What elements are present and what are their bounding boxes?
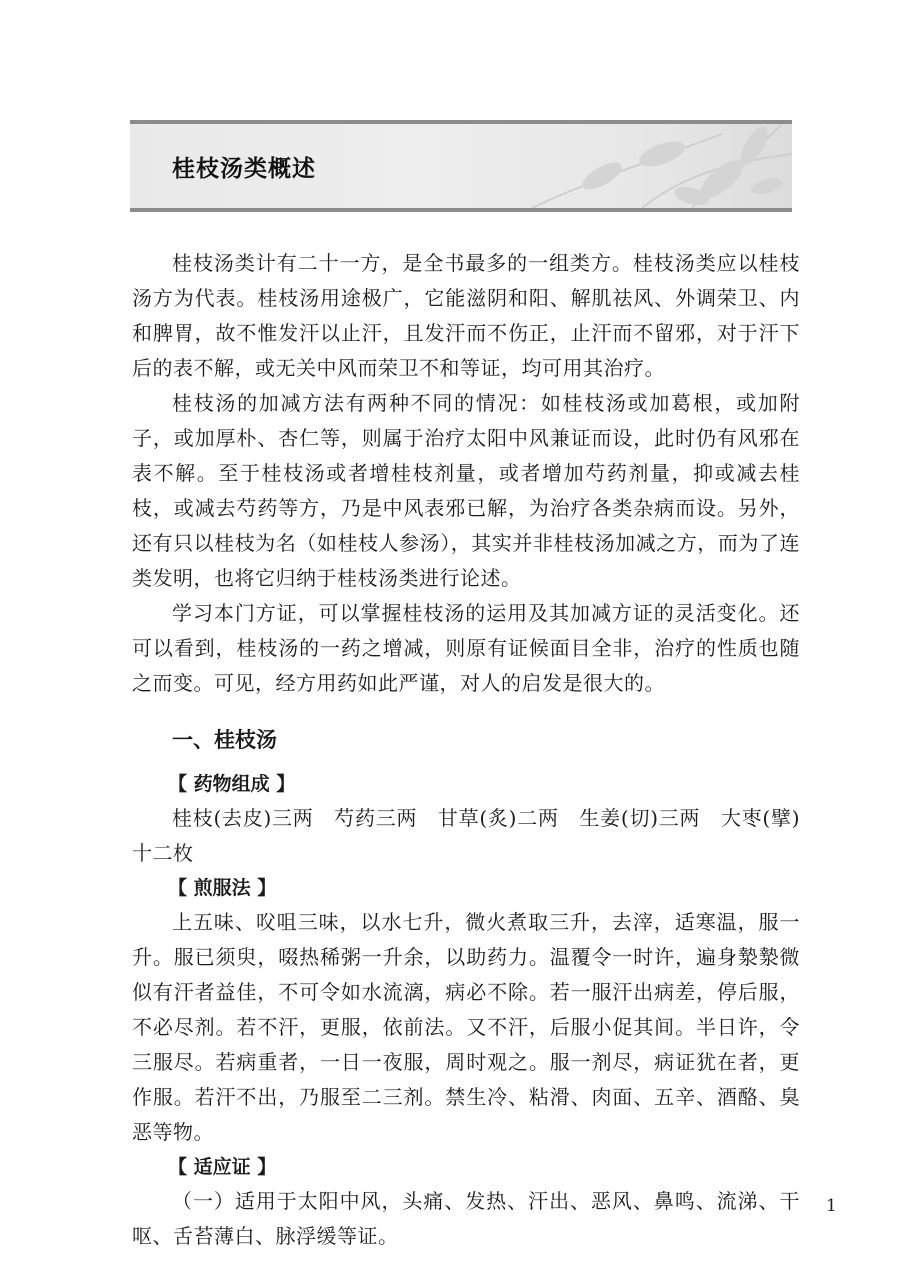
- composition-heading: 【 药物组成 】: [168, 773, 296, 795]
- indication-heading: 【 适应证 】: [168, 1156, 277, 1178]
- indication-text: （一）适用于太阳中风，头痛、发热、汗出、恶风、鼻鸣、流涕、干呕、舌苔薄白、脉浮缓等证。: [132, 1189, 800, 1248]
- decoction-text: 上五味、㕮咀三味，以水七升，微火煮取三升，去滓，适寒温，服一升。服已须臾，啜热稀粥一升余，以助药力。温覆令一时许，遍身漐漐微似有汗者益佳，不可令如水流漓，病必不除。若一服汗出病差，停后服，不必尽剂。若不汗，更服，依前法。又不汗，后服小促其间。半日许，令三服尽。若病重者，一日一夜服，周时观之。服一剂尽，病证犹在者，更作服。若汗不出，乃服至二三剂。禁生冷、粘滑、肉面、五辛、酒酪、臭恶等物。: [132, 910, 800, 1144]
- composition-text: 桂枝(去皮)三两 芍药三两 甘草(炙)二两 生姜(切)三两 大枣(擘)十二枚: [132, 806, 800, 865]
- intro-paragraph-1: 桂枝汤类计有二十一方，是全书最多的一组类方。桂枝汤类应以桂枝汤方为代表。桂枝汤用途极广，它能滋阴和阳、解肌祛风、外调荣卫、内和脾胃，故不惟发汗以止汗，且发汗而不伤正，止汗而不留邪，对于汗下后的表不解，或无关中风而荣卫不和等证，均可用其治疗。: [132, 251, 800, 380]
- page-body: [132, 246, 800, 1254]
- banner-bottom-rule: [130, 208, 792, 212]
- page-number: 1: [826, 1196, 837, 1216]
- section-heading-guizhi-tang: 一、桂枝汤: [172, 728, 277, 752]
- intro-paragraph-2: 桂枝汤的加减方法有两种不同的情况：如桂枝汤或加葛根，或加附子，或加厚朴、杏仁等，则属于治疗太阳中风兼证而设，此时仍有风邪在表不解。至于桂枝汤或者增桂枝剂量，或者增加芍药剂量，抑或减去桂枝，或减去芍药等方，乃是中风表邪已解，为治疗各类杂病而设。另外，还有只以桂枝为名（如桂枝人参汤），其实并非桂枝汤加减之方，而为了连类发明，也将它归纳于桂枝汤类进行论述。: [132, 391, 800, 590]
- decoction-heading: 【 煎服法 】: [168, 877, 277, 899]
- chapter-banner: [130, 120, 792, 212]
- chapter-title: 桂枝汤类概述: [172, 156, 316, 182]
- intro-paragraph-3: 学习本门方证，可以掌握桂枝汤的运用及其加减方证的灵活变化。还可以看到，桂枝汤的一药之增减，则原有证候面目全非，治疗的性质也随之而变。可见，经方用药如此严谨，对人的启发是很大的。: [132, 601, 800, 695]
- leaf-ornament-icon: [492, 124, 792, 208]
